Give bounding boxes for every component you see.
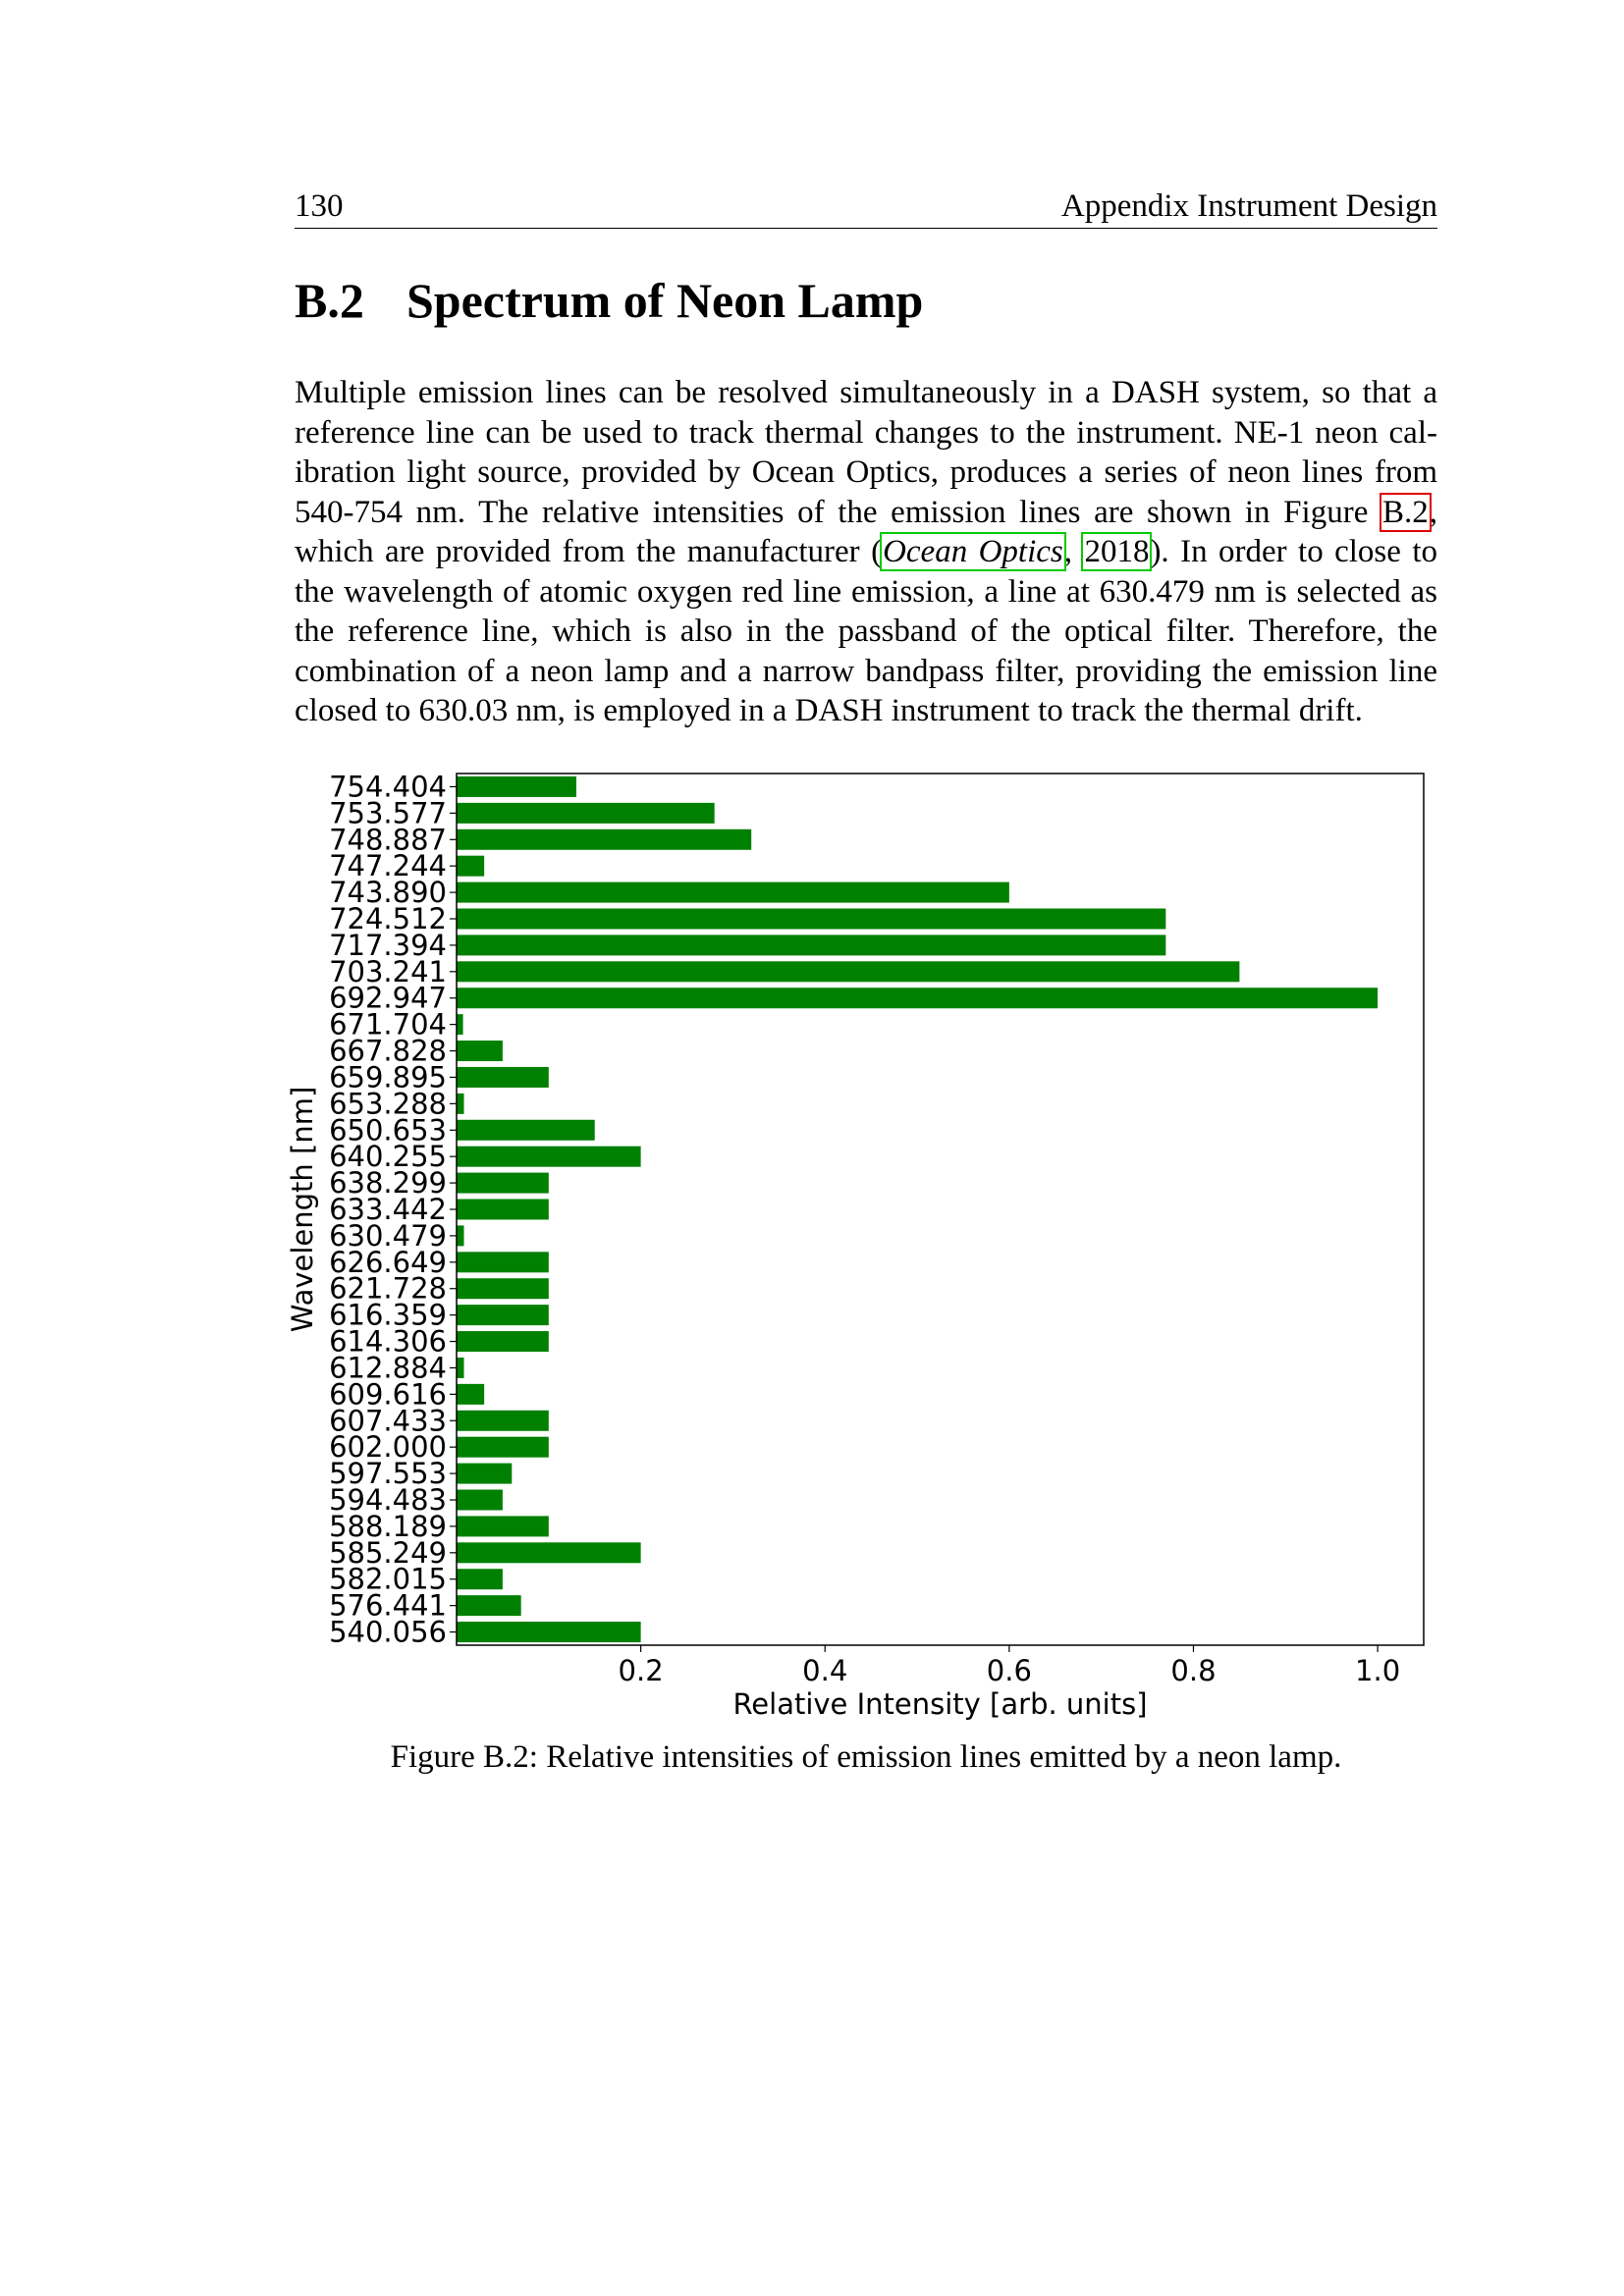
y-tick-label: 633.442 <box>329 1193 447 1226</box>
y-tick-label: 703.241 <box>329 954 447 988</box>
x-tick-label: 0.2 <box>618 1654 664 1687</box>
y-tick-label: 630.479 <box>329 1218 447 1253</box>
y-tick-label: 602.000 <box>329 1430 447 1465</box>
bar-group <box>457 776 1378 1642</box>
y-tick-label: 754.404 <box>329 770 447 804</box>
bar-717.394 <box>457 934 1165 955</box>
y-tick-label: 594.483 <box>329 1483 447 1517</box>
y-tick-label: 659.895 <box>329 1060 447 1095</box>
y-tick-label: 614.306 <box>329 1324 447 1359</box>
bar-659.895 <box>457 1067 549 1088</box>
body-paragraph <box>295 373 1437 731</box>
y-tick-label: 671.704 <box>329 1007 447 1041</box>
y-tick-label: 748.887 <box>329 823 447 857</box>
y-tick-label: 667.828 <box>329 1034 447 1068</box>
y-tick-label: 576.441 <box>329 1588 447 1623</box>
x-tick-label: 0.4 <box>802 1654 848 1687</box>
page-number: 130 <box>295 188 344 224</box>
y-tick-label: 585.249 <box>329 1535 447 1570</box>
bar-653.288 <box>457 1094 464 1114</box>
y-tick-label: 717.394 <box>329 928 447 962</box>
bar-621.728 <box>457 1278 549 1299</box>
bar-588.189 <box>457 1516 549 1536</box>
x-axis-label: Relative Intensity [arb. units] <box>732 1687 1148 1721</box>
y-tick-label: 653.288 <box>329 1087 447 1121</box>
bar-612.884 <box>457 1358 464 1378</box>
section-heading <box>295 269 923 332</box>
y-tick-label: 638.299 <box>329 1166 447 1201</box>
bar-597.553 <box>457 1464 512 1484</box>
y-tick-label: 747.244 <box>329 849 447 883</box>
y-tick-label: 621.728 <box>329 1271 447 1306</box>
y-tick-label: 650.653 <box>329 1113 447 1148</box>
y-tick-label: 597.553 <box>329 1457 447 1491</box>
x-tick-labels <box>619 1645 1401 1687</box>
x-tick-label: 0.8 <box>1170 1654 1217 1687</box>
paragraph-text-2: , which are provided from the manufacturer ( <box>295 494 1437 569</box>
bar-602.000 <box>457 1437 549 1458</box>
citation-author-link[interactable]: Ocean Optics <box>883 534 1063 569</box>
y-tick-label: 753.577 <box>329 796 447 830</box>
y-tick-labels <box>329 770 457 1648</box>
bar-614.306 <box>457 1331 549 1352</box>
bar-692.947 <box>457 988 1378 1008</box>
y-tick-label: 640.255 <box>329 1140 447 1174</box>
bar-582.015 <box>457 1569 503 1589</box>
bar-585.249 <box>457 1542 641 1563</box>
bar-640.255 <box>457 1147 641 1167</box>
y-tick-label: 588.189 <box>329 1509 447 1543</box>
bar-609.616 <box>457 1384 484 1405</box>
bar-671.704 <box>457 1014 463 1035</box>
bar-630.479 <box>457 1225 464 1246</box>
chapter-title: Appendix Instrument Design <box>1060 188 1437 224</box>
plot-frame <box>457 774 1424 1645</box>
y-tick-label: 582.015 <box>329 1562 447 1596</box>
paragraph-text-1: Multiple emission lines can be resolved simultaneously in a DASH system, so that a reference line can be used to track thermal changes to the instrument. NE-1 neon cal-ibration light source, provided by Ocean Optics, produces a series of neon lines from 540-754 nm. The relative intensities of the emission lines are shown in Figure <box>295 375 1437 530</box>
bar-650.653 <box>457 1120 595 1141</box>
y-tick-label: 540.056 <box>329 1615 447 1649</box>
y-tick-label: 743.890 <box>329 876 447 910</box>
bar-540.056 <box>457 1622 641 1642</box>
y-tick-label: 724.512 <box>329 902 447 935</box>
paragraph-text-4: ). In order to close to the wavelength of atomic oxygen red line emission, a line at 630.479 nm is selected as the reference line, which is also in the passband of the optical filter. Therefore, the combination of a neon lamp and a narrow bandpass filter, providing the emission line closed to 630.03 nm, is employed in a DASH instrument to track the thermal drift. <box>295 534 1437 728</box>
bar-748.887 <box>457 829 751 850</box>
bar-754.404 <box>457 776 576 797</box>
y-tick-label: 612.884 <box>329 1351 447 1385</box>
neon-spectrum-chart <box>285 764 1443 1726</box>
bar-743.890 <box>457 882 1009 903</box>
y-tick-label: 609.616 <box>329 1377 447 1412</box>
bar-724.512 <box>457 909 1165 930</box>
running-header <box>295 185 1437 229</box>
section-title: Spectrum of Neon Lamp <box>406 273 924 328</box>
bar-607.433 <box>457 1411 549 1431</box>
y-tick-label: 607.433 <box>329 1404 447 1438</box>
y-tick-label: 626.649 <box>329 1245 447 1279</box>
bar-747.244 <box>457 856 484 877</box>
figure-reference-link[interactable]: B.2 <box>1381 494 1429 530</box>
paragraph-text-3: , <box>1063 534 1084 569</box>
bar-626.649 <box>457 1252 549 1272</box>
bar-667.828 <box>457 1041 503 1061</box>
figure-caption: Figure B.2: Relative intensities of emission lines emitted by a neon lamp. <box>390 1739 1342 1775</box>
bar-633.442 <box>457 1200 549 1220</box>
y-tick-label: 692.947 <box>329 981 447 1015</box>
bar-616.359 <box>457 1305 549 1325</box>
bar-753.577 <box>457 803 715 824</box>
bar-594.483 <box>457 1490 503 1511</box>
section-number: B.2 <box>295 273 364 328</box>
figure-b2 <box>285 764 1443 1726</box>
x-tick-label: 1.0 <box>1355 1654 1401 1687</box>
citation-year-link[interactable]: 2018 <box>1084 534 1150 569</box>
bar-703.241 <box>457 961 1239 982</box>
y-axis-label: Wavelength [nm] <box>286 1086 319 1333</box>
bar-638.299 <box>457 1173 549 1194</box>
bar-576.441 <box>457 1595 521 1616</box>
y-tick-label: 616.359 <box>329 1298 447 1332</box>
x-tick-label: 0.6 <box>986 1654 1032 1687</box>
